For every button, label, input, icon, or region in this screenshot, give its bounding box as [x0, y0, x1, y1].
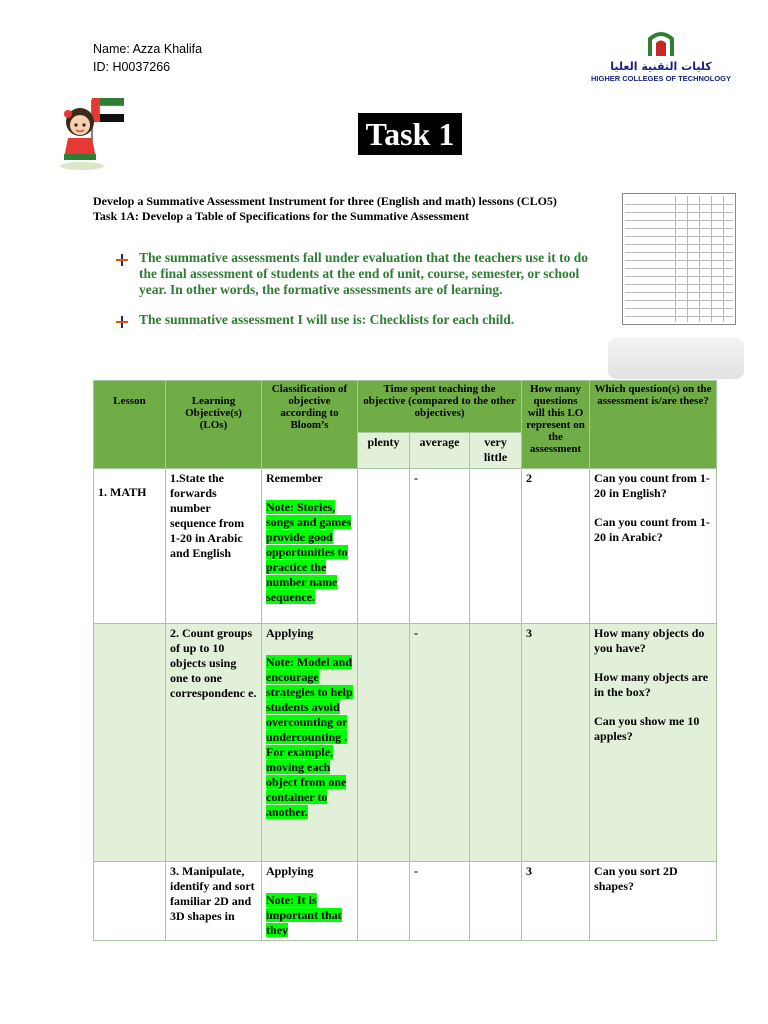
cell-lesson [94, 862, 166, 941]
cell-very-little [470, 862, 522, 941]
hct-logo [590, 26, 732, 86]
cell-count: 2 [522, 469, 590, 624]
student-id: ID: H0037266 [93, 60, 171, 74]
header-bloom [262, 381, 358, 469]
student-name: Name: Azza Khalifa [93, 42, 203, 56]
table-row [94, 469, 717, 624]
cell-very-little [470, 624, 522, 862]
cell-learning-objective: 1.State the forwards number sequence from 1-20 in Arabic and English [166, 469, 262, 624]
header-how-many: How many questions will this LO represent on the assessment [522, 381, 590, 469]
logo-arabic-text: كليات التقنية العليا [610, 60, 712, 73]
header-plenty: plenty [358, 433, 410, 469]
cell-average: - [410, 624, 470, 862]
bloom-note: Note: Model and encourage strategies to help students avoid overcounting or undercounting . For example, moving each object from one container to another. [266, 655, 353, 819]
question-item: Can you sort 2D shapes? [594, 864, 678, 893]
cell-average: - [410, 469, 470, 624]
cell-questions [590, 469, 717, 624]
girl-flag-icon [52, 92, 132, 172]
cell-questions [590, 624, 717, 862]
bullet-icon [116, 315, 128, 327]
header-very-little: very little [470, 433, 522, 469]
bullet-icon [116, 253, 128, 265]
bloom-note: Note: It is important that they [266, 893, 342, 937]
bloom-level: Remember [266, 471, 323, 485]
header-average: average [410, 433, 470, 469]
cell-bloom [262, 624, 358, 862]
bullet-text-2: The summative assessment I will use is: Checklists for each child. [139, 312, 515, 327]
header-lesson: Lesson [94, 381, 166, 469]
question-item: How many objects are in the box? [594, 670, 709, 699]
girl-flag-illustration [52, 92, 132, 172]
cell-lesson: 1. MATH [94, 469, 166, 624]
cell-learning-objective: 2. Count groups of up to 10 objects using one to one correspondenc e. [166, 624, 262, 862]
bloom-level: Applying [266, 864, 314, 878]
cell-count: 3 [522, 862, 590, 941]
cell-count: 3 [522, 624, 590, 862]
cell-plenty [358, 469, 410, 624]
page-title: Task 1 [358, 113, 462, 155]
header-time-spent: Time spent teaching the objective (compared to the other objectives) [358, 381, 522, 433]
cell-bloom [262, 469, 358, 624]
cell-questions [590, 862, 717, 941]
cell-lesson [94, 624, 166, 862]
table-row [94, 862, 717, 941]
question-item: Can you count from 1-20 in Arabic? [594, 515, 710, 544]
cell-very-little [470, 469, 522, 624]
cell-plenty [358, 624, 410, 862]
question-item: Can you count from 1-20 in English? [594, 471, 710, 500]
header-learning-objectives: Learning Objective(s) (LOs) [166, 381, 262, 469]
cell-plenty [358, 862, 410, 941]
question-item: How many objects do you have? [594, 626, 705, 655]
intro-line-2: Task 1A: Develop a Table of Specifications for the Summative Assessment [93, 209, 470, 223]
bloom-note: Note: Stories, songs and games provide good opportunities to practice the number name sequence. [266, 500, 352, 604]
header-which-questions: Which question(s) on the assessment is/are these? [590, 381, 717, 469]
table-row [94, 624, 717, 862]
checklist-thumbnail [622, 193, 736, 325]
header-bloom-text: Classification of objective according to Bloom’s [271, 383, 348, 431]
decorative-bar [608, 337, 744, 379]
bullet-text-1: The summative assessments fall under evaluation that the teachers use it to do the final assessment of students at the end of unit, course, semester, or school year. In other words, the formative assessments are of learning. [139, 250, 588, 297]
cell-average: - [410, 862, 470, 941]
intro-line-1: Develop a Summative Assessment Instrument for three (English and math) lessons (CLO5) [93, 194, 557, 208]
cell-learning-objective: 3. Manipulate, identify and sort familiar 2D and 3D shapes in [166, 862, 262, 941]
cell-bloom [262, 862, 358, 941]
table-of-specifications [93, 380, 717, 941]
bloom-level: Applying [266, 626, 314, 640]
logo-english-text: HIGHER COLLEGES OF TECHNOLOGY [590, 74, 731, 83]
question-item: Can you show me 10 apples? [594, 714, 700, 743]
